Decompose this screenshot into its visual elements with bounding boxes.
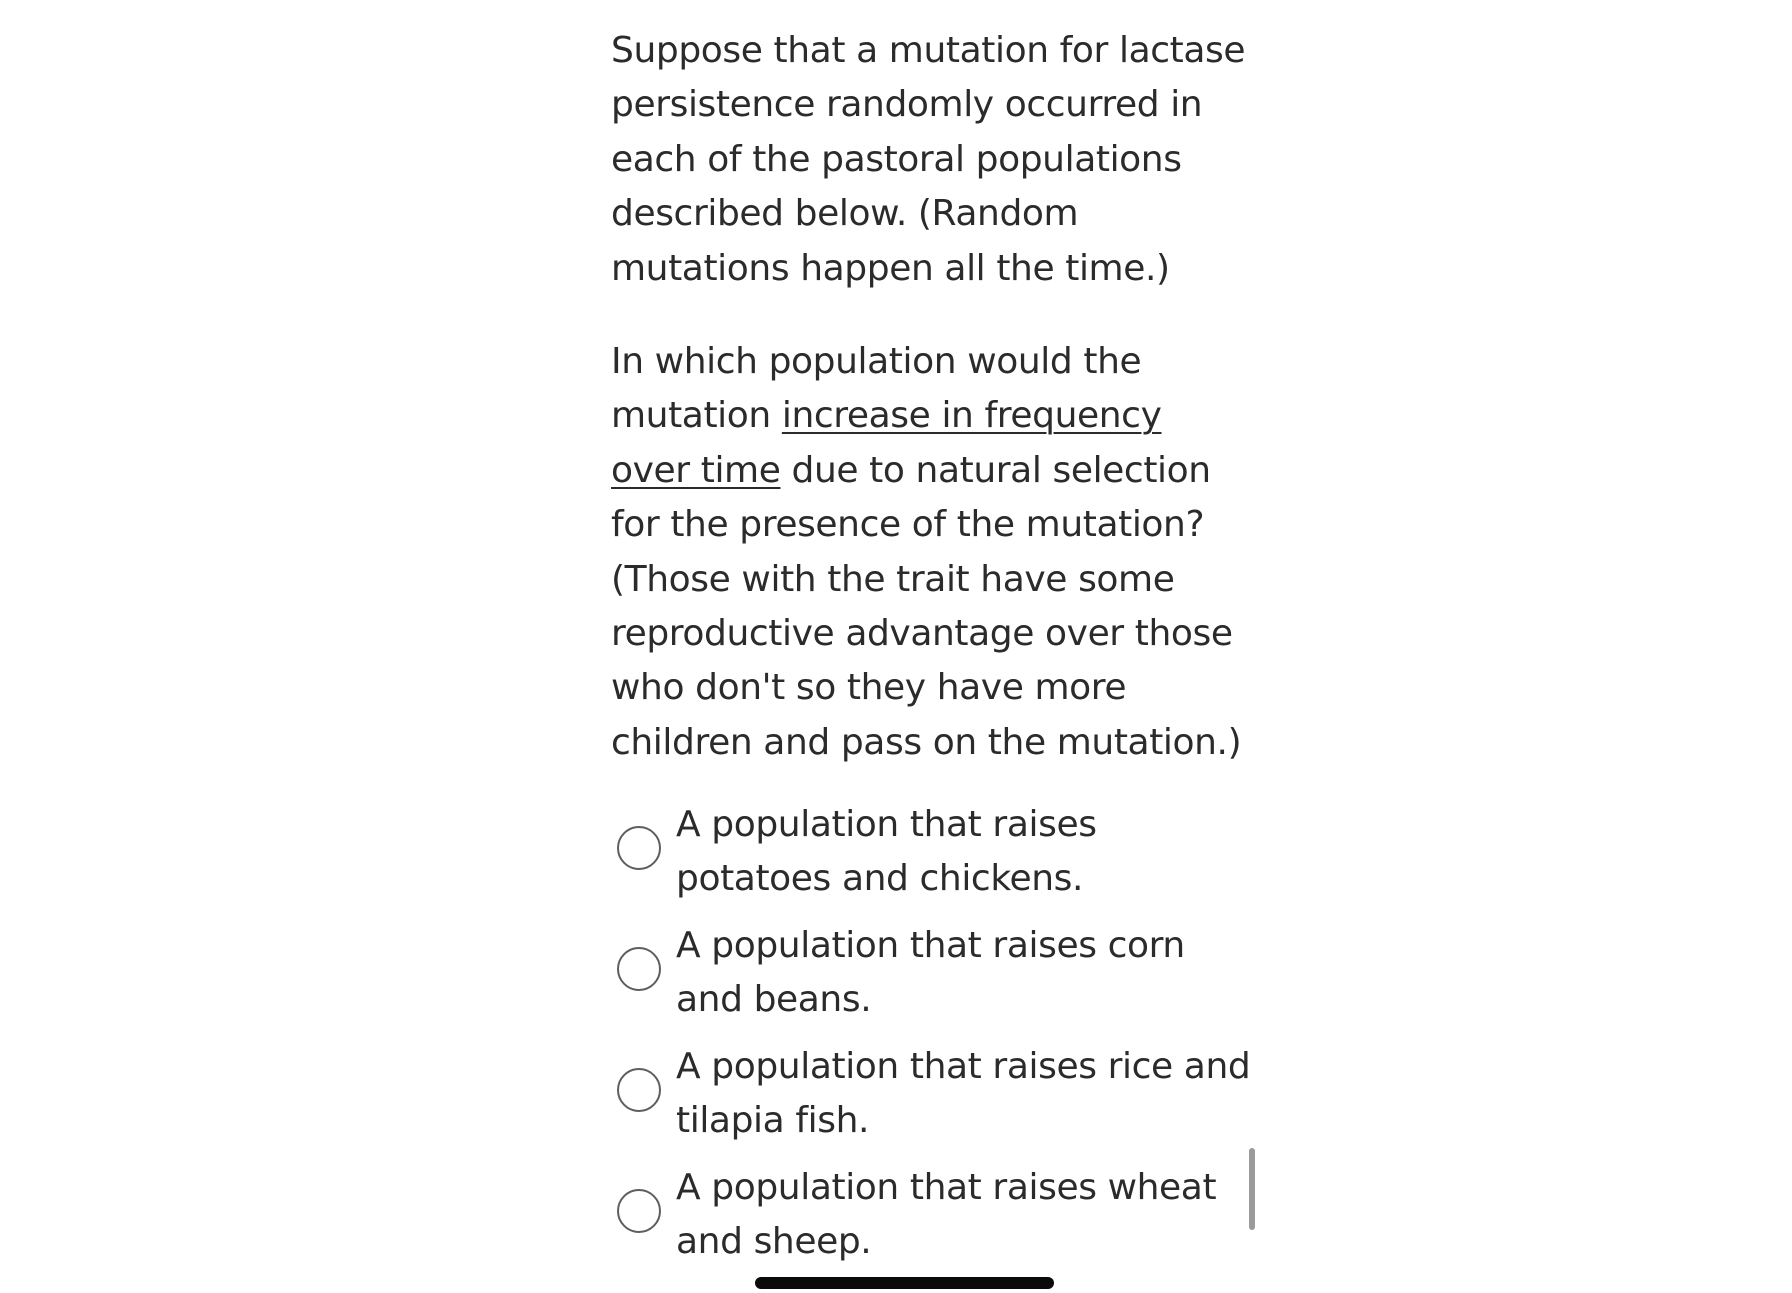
answer-option[interactable] <box>617 1167 1257 1288</box>
radio-button[interactable] <box>617 1189 661 1233</box>
question-prompt <box>611 335 1251 770</box>
home-indicator[interactable] <box>755 1277 1054 1289</box>
option-label[interactable]: A population that raises rice and tilapia fish. <box>676 1046 1251 1142</box>
option-label[interactable]: A population that raises potatoes and chickens. <box>676 804 1097 900</box>
option-label[interactable]: A population that raises wheat and sheep. <box>676 1167 1217 1263</box>
option-label[interactable]: A population that raises corn and beans. <box>676 925 1185 1021</box>
answer-option[interactable] <box>617 1046 1257 1167</box>
prompt-text-start: In which population would the mutation <box>611 341 1142 437</box>
question-intro: Suppose that a mutation for lactase persistence randomly occurred in each of the pastoral populations described below. (Random mutations happen all the time.) <box>611 30 1246 289</box>
question-content <box>611 24 1251 770</box>
answer-option[interactable] <box>617 925 1257 1046</box>
answer-option[interactable] <box>617 804 1257 925</box>
scrollbar[interactable] <box>1249 1148 1255 1230</box>
prompt-text-end: due to natural selection for the presence of the mutation? (Those with the trait have some reproductive advantage over those who don't so they have more children and pass on the mutation.) <box>611 449 1242 763</box>
radio-button[interactable] <box>617 947 661 991</box>
prompt-underlined-text: increase in frequency over time <box>611 395 1162 491</box>
radio-button[interactable] <box>617 1068 661 1112</box>
answer-options <box>617 804 1257 1288</box>
radio-button[interactable] <box>617 826 661 870</box>
